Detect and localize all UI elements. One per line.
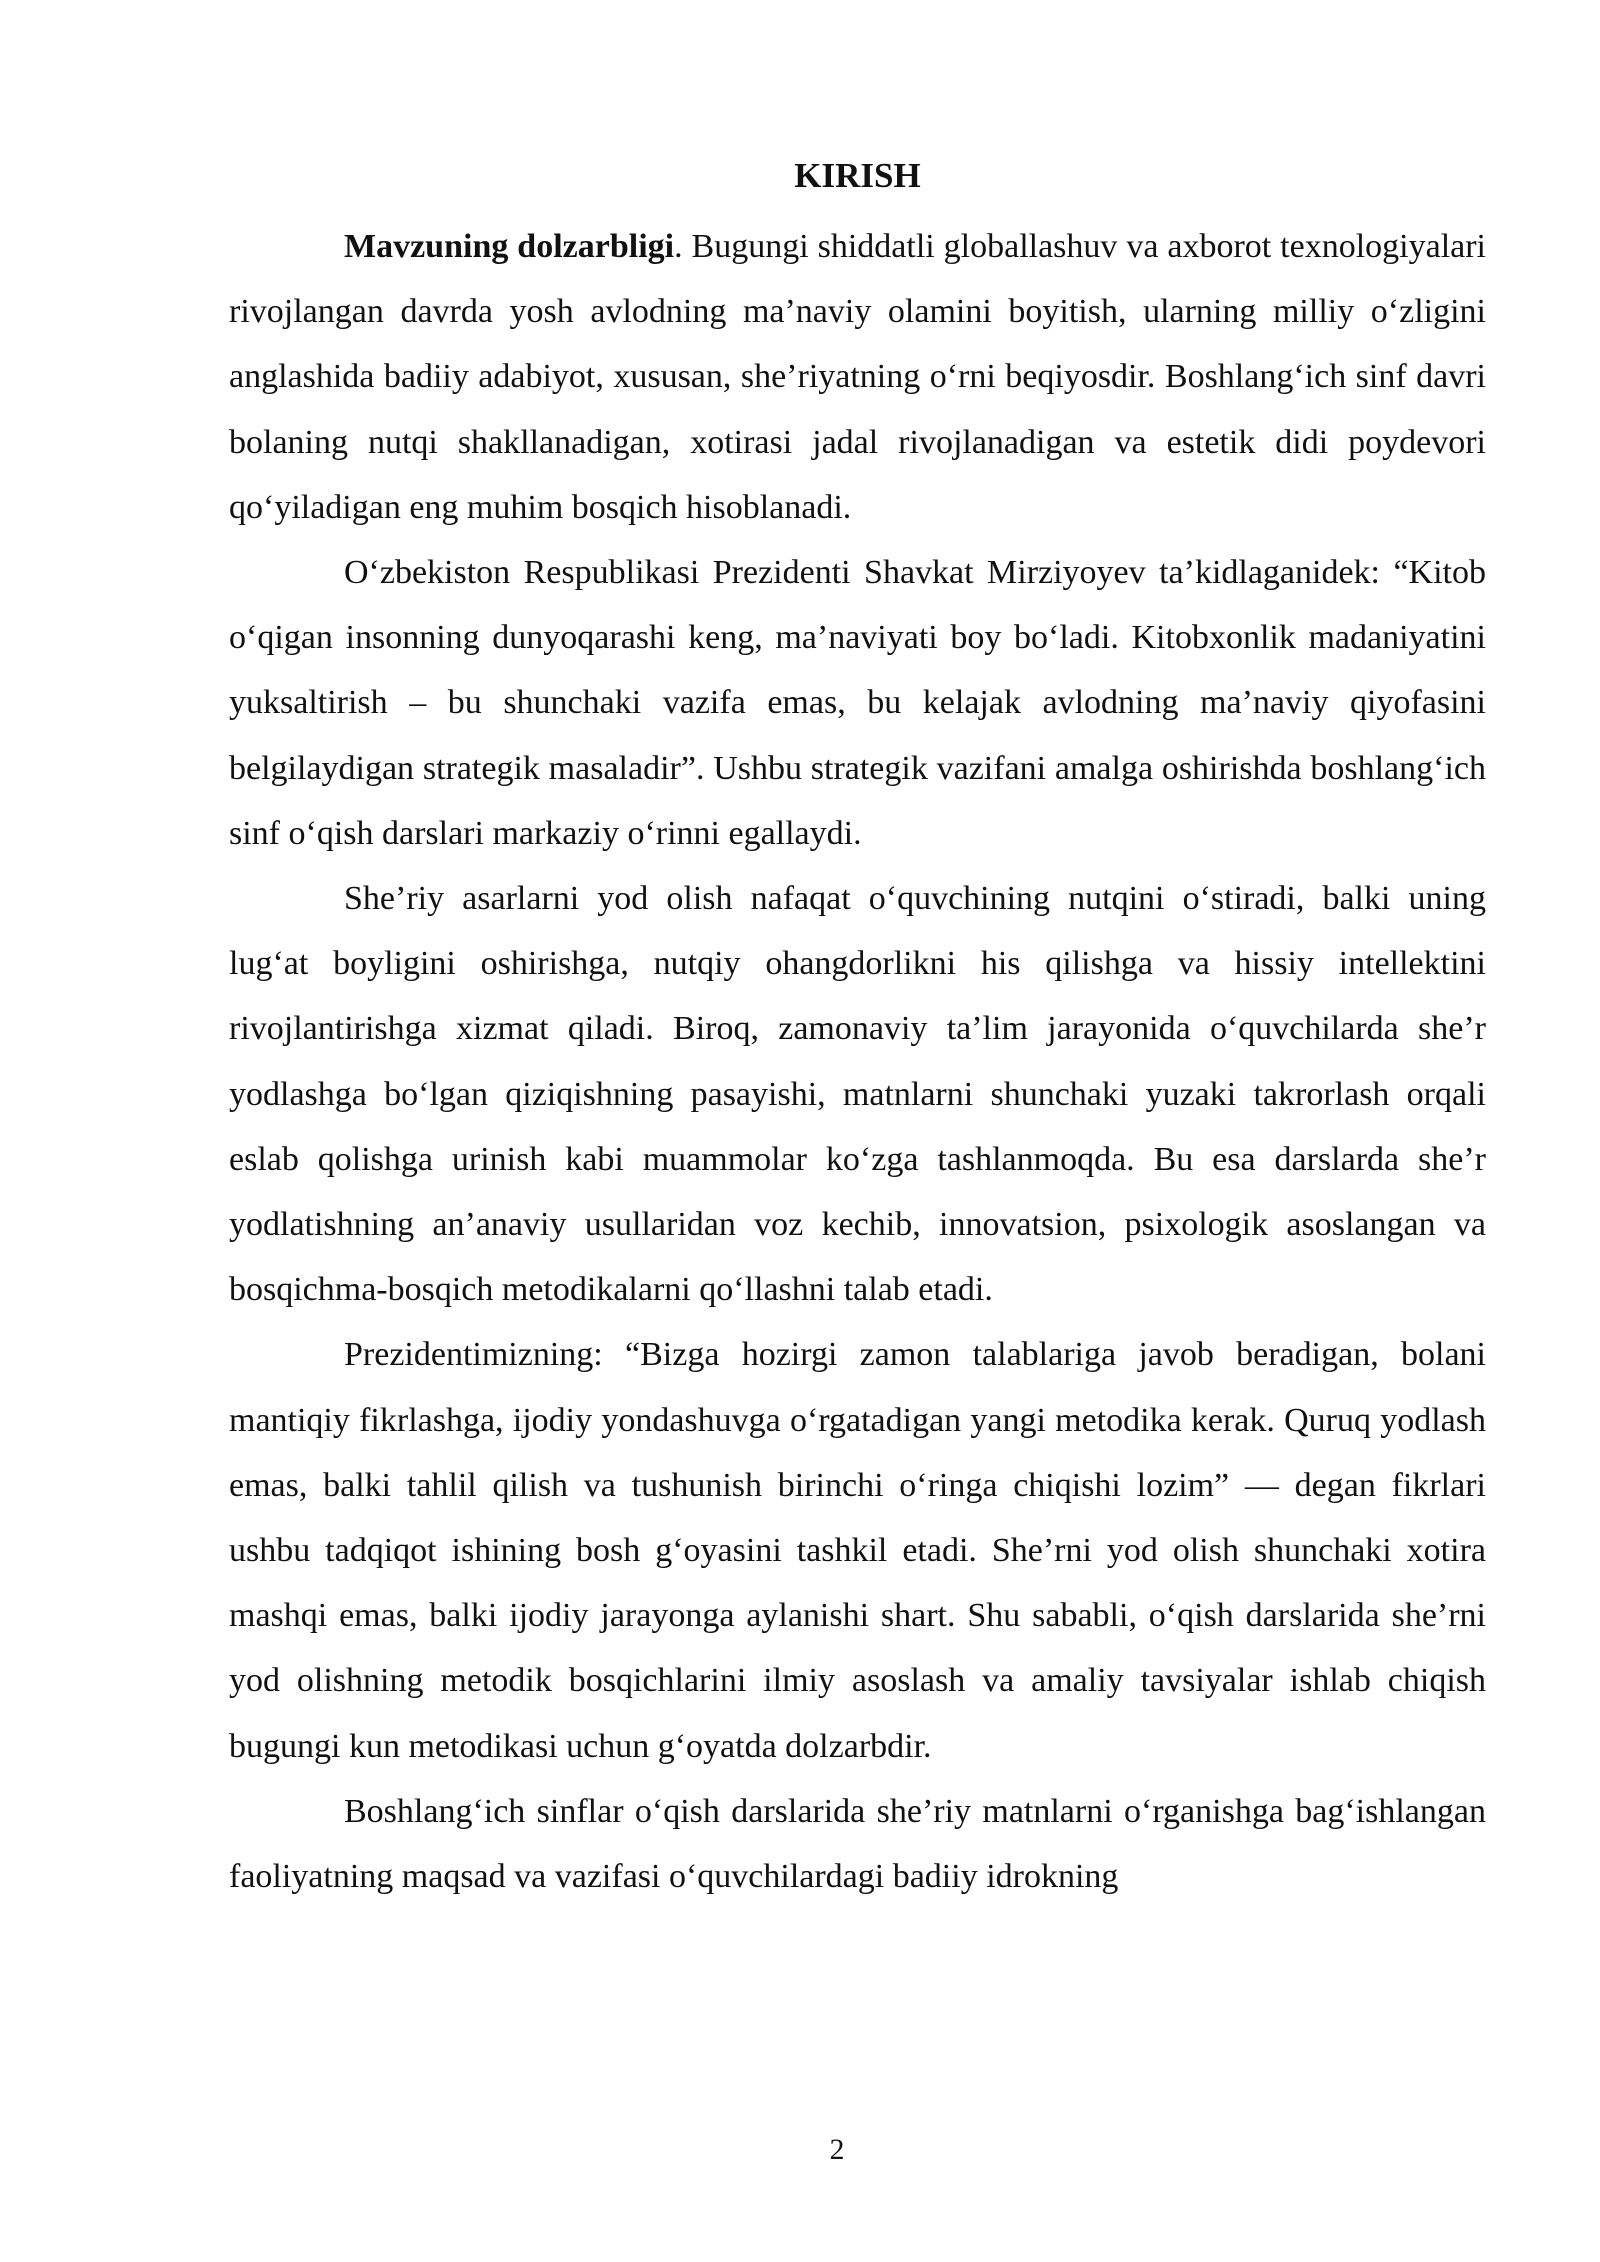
paragraph-text: . Bugungi shiddatli globallashuv va axborot texnologiyalari rivojlangan davrda yosh avlodning ma’naviy olamini boyitish, ularning milliy o‘zligini anglashida badiiy adabiyot, xususan, she’riyatning o‘rni beqiyosdir. Boshlang‘ich sinf davri bolaning nutqi shakllanadigan, xotirasi jadal rivojlanadigan va estetik didi poydevori qo‘yiladigan eng muhim bosqich hisoblanadi. bbox=[229, 228, 1487, 526]
page-body bbox=[229, 150, 1486, 1909]
paragraph-memorization: She’riy asarlarni yod olish nafaqat o‘quvchining nutqini o‘stiradi, balki uning lug‘at boyligini oshirishga, nutqiy ohangdorlikni his qilishga va hissiy intellektini rivojlantirishga xizmat qiladi. Biroq, zamonaviy ta’lim jarayonida o‘quvchilarda she’r yodlashga bo‘lgan qiziqishning pasayishi, matnlarni shunchaki yuzaki takrorlash orqali eslab qolishga urinish kabi muammolar ko‘zga tashlanmoqda. Bu esa darslarda she’r yodlatishning an’anaviy usullaridan voz kechib, innovatsion, psixologik asoslangan va bosqichma-bosqich metodikalarni qo‘llashni talab etadi. bbox=[229, 880, 1486, 1309]
paragraph-relevance bbox=[229, 214, 1486, 540]
page-number: 2 bbox=[829, 2133, 845, 2166]
paragraph-lead-term: Mavzuning dolzarbligi bbox=[344, 228, 675, 265]
section-heading: KIRISH bbox=[794, 156, 921, 195]
paragraph-goals: Boshlang‘ich sinflar o‘qish darslarida she’riy matnlarni o‘rganishga bag‘ishlangan faoliyatning maqsad va vazifasi o‘quvchilardagi badiiy idrokning bbox=[229, 1792, 1486, 1896]
paragraph-methodology: Prezidentimizning: “Bizga hozirgi zamon talablariga javob beradigan, bolani mantiqiy fikrlashga, ijodiy yondashuvga o‘rgatadigan yangi metodika kerak. Quruq yodlash emas, balki tahlil qilish va tushunish birinchi o‘ringa chiqishi lozim” — degan fikrlari ushbu tadqiqot ishining bosh g‘oyasini tashkil etadi. She’rni yod olish shunchaki xotira mashqi emas, balki ijodiy jarayonga aylanishi shart. Shu sababli, o‘qish darslarida she’rni yod olishning metodik bosqichlarini ilmiy asoslash va amaliy tavsiyalar ishlab chiqish bugungi kun metodikasi uchun g‘oyatda dolzarbdir. bbox=[229, 1336, 1486, 1765]
paragraph-president-quote: O‘zbekiston Respublikasi Prezidenti Shavkat Mirziyoyev ta’kidlaganidek: “Kitob o‘qigan insonning dunyoqarashi keng, ma’naviyati boy bo‘ladi. Kitobxonlik madaniyatini yuksaltirish – bu shunchaki vazifa emas, bu kelajak avlodning ma’naviy qiyofasini belgilaydigan strategik masaladir”. Ushbu strategik vazifani amalga oshirishda boshlang‘ich sinf o‘qish darslari markaziy o‘rinni egallaydi. bbox=[229, 554, 1486, 852]
